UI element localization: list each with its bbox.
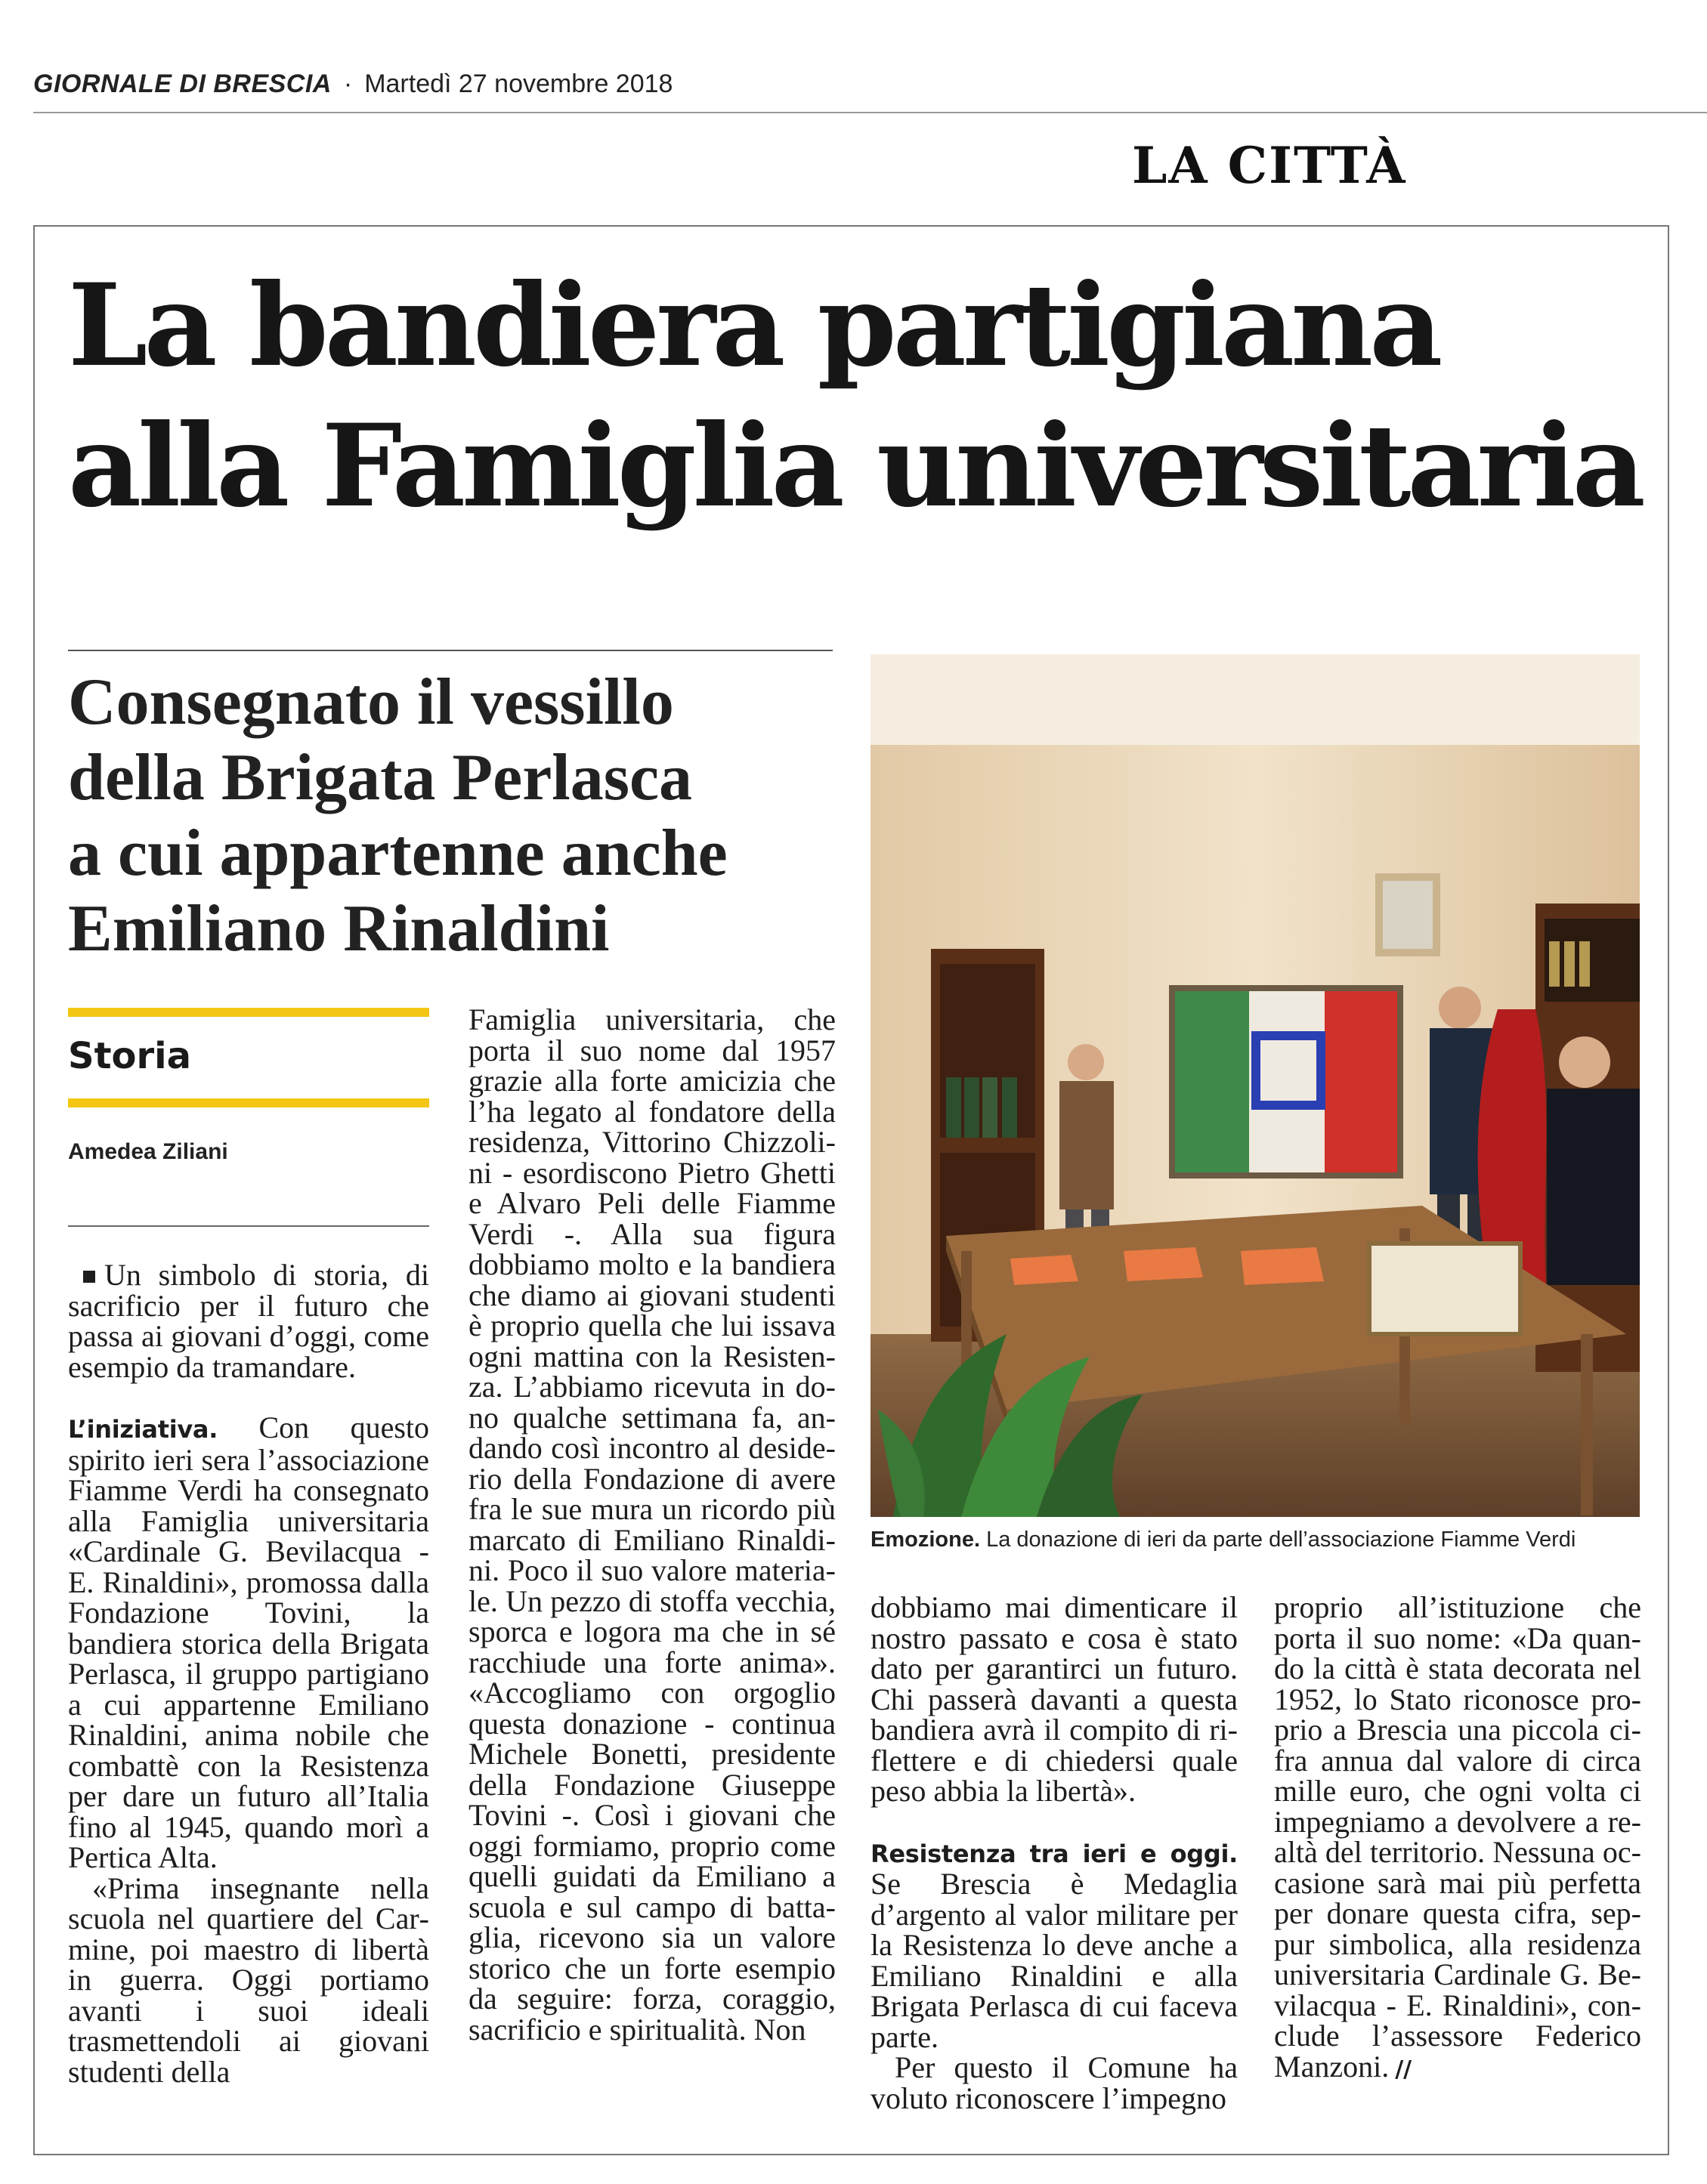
paragraph-text: Se Brescia è Medaglia d’argento al valor militare per la Resistenza lo deve anche a Emiliano Rinaldini e alla Brigata Perlasca di cui faceva parte. <box>871 1867 1238 2054</box>
masthead-separator: · <box>343 70 353 98</box>
intro-text: Un simbolo di storia, di sacrificio per il futuro che passa ai giovani d’oggi, come esempio da tramandare. <box>68 1258 429 1384</box>
masthead-rule <box>33 112 1707 113</box>
article-tag: Storia <box>68 1035 192 1077</box>
paragraph-comune: Per questo il Comune ha voluto riconoscere l’impegno <box>871 2050 1238 2115</box>
article-column-1 <box>68 1260 429 2087</box>
article-photo <box>871 654 1640 1517</box>
paragraph-text: Con questo spirito ieri sera l’associazione Fiamme Verdi ha consegnato alla Famiglia universitaria «Cardinale G. Bevilacqua - E. Rinaldini», promossa dalla Fondazione Tovini, la bandiera storica della Brigata Perlasca, il gruppo partigiano a cui appartenne Emiliano Rinaldini, anima nobile che combattè con la Resistenza per dare un futuro all’Italia fino al 1945, quando morì a Pertica Alta. <box>68 1410 429 1874</box>
headline-line-2: alla Famiglia universitaria <box>68 400 1642 533</box>
square-bullet-icon <box>83 1271 95 1283</box>
subhead-rule <box>68 650 833 651</box>
issue-date: Martedì 27 novembre 2018 <box>364 70 673 98</box>
tag-bar-top <box>68 1008 429 1017</box>
photo-caption <box>871 1524 1671 1555</box>
intro-paragraph <box>68 1260 429 1382</box>
photo-image-icon <box>871 654 1640 1517</box>
masthead <box>33 70 673 107</box>
section-title: LA CITTÀ <box>1132 136 1407 195</box>
article-column-2 <box>468 1002 836 2047</box>
paragraph-text: proprio all’istituzione che porta il suo nome: «Da quando la città è stata decorata nel 1952, lo Stato riconosce proprio a Brescia una piccola cifra annua dal valore di circa mille euro, che ogni volta ci impegniamo a devolvere a realtà del territorio. Nessuna occasione sarà mai più perfetta per donare questa cifra, seppur simbolica, alla residenza universitaria Cardinale G. Bevilacqua - E. Rinaldini», conclude l’assessore Federico Manzoni. <box>1274 1590 1641 2084</box>
subhead-line-1: Consegnato il vessillo <box>68 666 674 739</box>
headline <box>68 255 1655 536</box>
runin-heading-resistenza: Resistenza tra ieri e oggi. <box>871 1839 1238 1868</box>
runin-heading-iniziativa: L’iniziativa. <box>68 1415 218 1444</box>
headline-line-1: La bandiera partigiana <box>68 259 1440 392</box>
paragraph-quote-continued: Famiglia universitaria, che porta il suo nome dal 1957 grazie alla forte amicizia che l’ha legato al fondatore della residenza, Vittorino Chizzolini - esordiscono Pietro Ghetti e Alvaro Peli delle Fiamme Verdi -. Alla sua figura dobbiamo molto e la bandiera che diamo ai giovani studenti è proprio quella che lui issava ogni mattina con la Resistenza. L’abbiamo ricevuta in dono qualche settimana fa, andando così incontro al desiderio della Fondazione di avere fra le sue mura un ricordo più marcato di Emiliano Rinaldini. Poco il suo valore materiale. Un pezzo di stoffa vecchia, sporca e logora ma che in sé racchiude una forte anima». «Accogliamo con orgoglio questa donazione - continua Michele Bonetti, presidente della Fondazione Giuseppe Tovini -. Così i giovani che oggi formiamo, proprio come quelli guidati da Emiliano a scuola e sul campo di battaglia, ricevono sia un valore storico che un forte esempio da seguire: forza, coraggio, sacrificio e spiritualità. Non <box>468 1002 836 2047</box>
byline: Amedea Ziliani <box>68 1139 228 1164</box>
paragraph-quote-end: dobbiamo mai dimenticare il nostro passato e cosa è stato dato per garantirci un futuro. Chi passerà davanti a questa bandiera avrà il compito di riflettere e di chiedersi quale peso abbia la libertà». <box>871 1590 1238 1808</box>
subhead-line-3: a cui appartenne anche <box>68 817 728 890</box>
paragraph-quote-start: «Prima insegnante nella scuola nel quartiere del Carmine, poi maestro di libertà in guerra. Oggi portiamo avanti i suoi ideali trasmettendoli ai giovani studenti della <box>68 1870 429 2089</box>
paragraph-closing <box>1274 1592 1641 2085</box>
subhead-line-4: Emiliano Rinaldini <box>68 892 610 965</box>
paragraph-iniziativa <box>68 1410 429 1874</box>
newspaper-name: GIORNALE DI BRESCIA <box>33 70 332 98</box>
subhead-line-2: della Brigata Perlasca <box>68 741 693 814</box>
caption-lead: Emozione. <box>871 1528 981 1552</box>
article-column-3 <box>871 1592 1238 2114</box>
end-mark: // <box>1395 2056 1412 2083</box>
subheadline <box>68 665 824 967</box>
article-column-4 <box>1274 1592 1641 2085</box>
tag-bar-bottom <box>68 1098 429 1107</box>
paragraph-resistenza <box>871 1837 1238 2053</box>
byline-rule <box>68 1225 429 1227</box>
caption-text: La donazione di ieri da parte dell’associazione Fiamme Verdi <box>986 1528 1576 1552</box>
